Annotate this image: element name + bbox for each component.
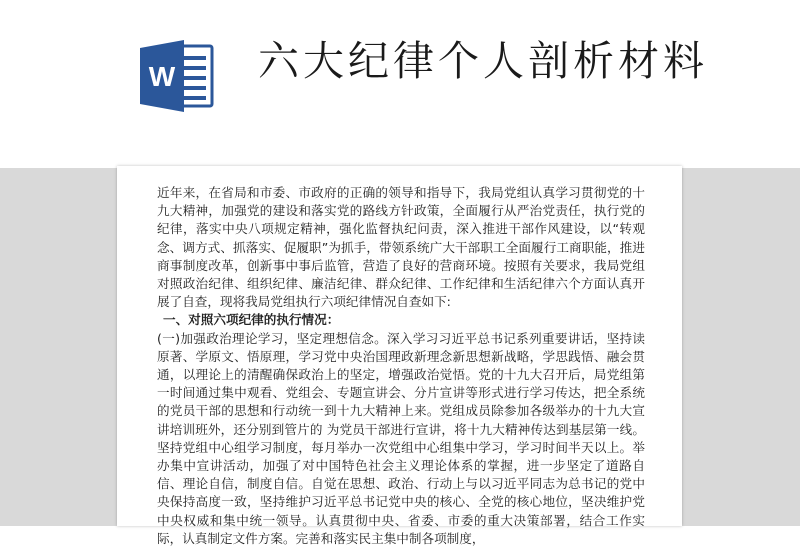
document-body xyxy=(157,184,645,548)
section-heading: 一、对照六项纪律的执行情况： xyxy=(163,312,340,328)
svg-text:W: W xyxy=(148,61,176,92)
document-paragraph: 近年来，在省局和市委、市政府的正确的领导和指导下，我局党组认真学习贯彻党的十九大精神，加强党的建设和落实党的路线方针政策，全面履行从严治党责任，执行党的纪律，落实中央八项规定精神，强化监督执纪问责，深入推进干部作风建设，以“转观念、调方式、抓落实、促履职”为抓手，带领系统广大干部职工全面履行工商职能，推进商事制度改革，创新事中事后监管，营造了良好的营商环境。按照有关要求，我局党组对照政治纪律、组织纪律、廉洁纪律、群众纪律、工作纪律和生活纪律六个方面认真开展了自查，现将我局党组执行六项纪律情况自查如下: xyxy=(157,185,645,310)
page-title: 六大纪律个人剖析材料 xyxy=(258,37,708,85)
page-header xyxy=(0,0,800,168)
document-paragraph: (一)加强政治理论学习，坚定理想信念。深入学习习近平总书记系列重要讲话，坚持读原著、学原文、悟原理，学习党中央治国理政新理念新思想新战略，学思践悟、融会贯通，以理论上的清醒确保政治上的坚定，增强政治觉悟。党的十九大召开后，局党组第一时间通过集中观看、党组会、专题宣讲会、分片宣讲等形式进行学习传达，把全系统的党员干部的思想和行动统一到十九大精神上来。党组成员除参加各级举办的十九大宣讲培训班外，还分别到管片的 为党员干部进行宣讲，将十九大精神传达到基层第一线。坚持党组中心组学习制度，每月举办一次党组中心组集中学习，学习时间半天以上。举办集中宣讲活动，加强了对中国特色社会主义理论体系的掌握，进一步坚定了道路自信、理论自信，制度自信。自觉在思想、政治、行动上与以习近平同志为总书记的党中央保持高度一致，坚持维护习近平总书记党中央的核心、全党的核心地位，坚决维护党中央权威和集中统一领导。认真贯彻中央、省委、市委的重大决策部署，结合工作实际，认真制定文件方案。完善和落实民主集中制各项制度， xyxy=(157,330,645,546)
word-document-icon xyxy=(140,40,214,112)
document-page xyxy=(117,166,682,546)
